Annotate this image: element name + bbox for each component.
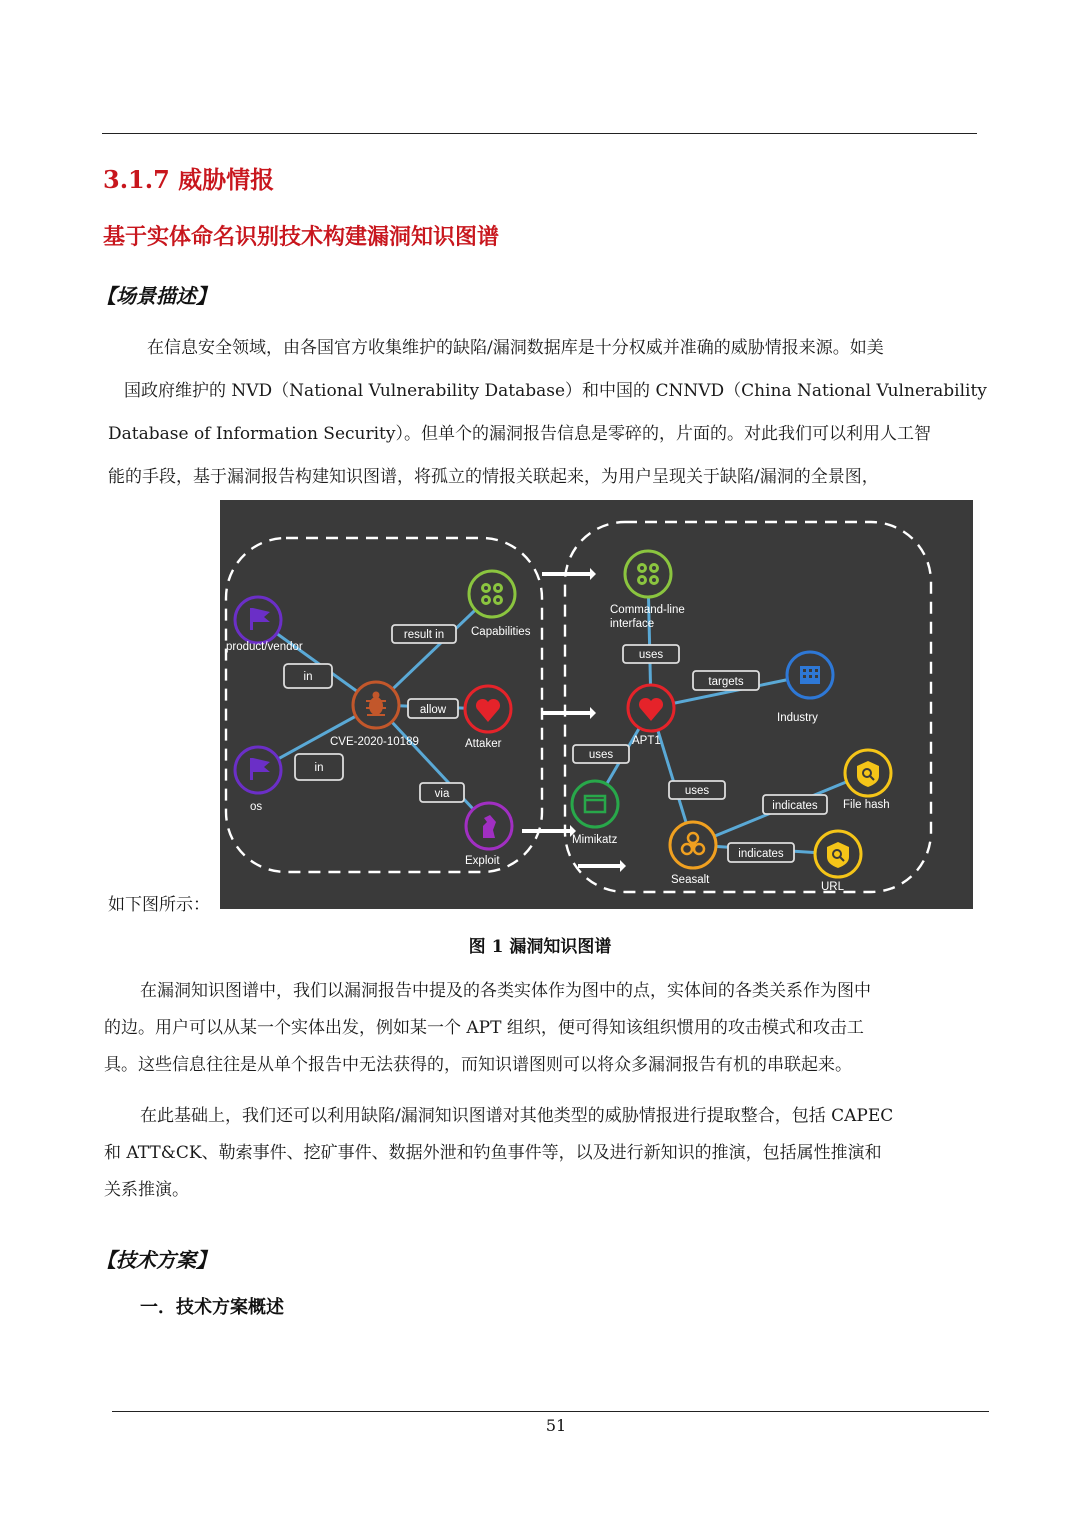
paragraph-line: 具。这些信息往往是从单个报告中无法获得的，而知识谱图则可以将众多漏洞报告有机的串联起来。 — [104, 1055, 852, 1075]
footer-rule — [112, 1411, 989, 1412]
edge-label-in: in — [303, 671, 313, 683]
building-icon — [800, 666, 820, 684]
edge-label-indicates: indicates — [772, 800, 818, 812]
node-apt1 — [628, 685, 674, 747]
edge-label-uses: uses — [684, 785, 710, 797]
knowledge-graph-figure — [220, 500, 973, 909]
figure-caption: 图 1 漏洞知识图谱 — [468, 937, 612, 957]
section-subtitle: 基于实体命名识别技术构建漏洞知识图谱 — [103, 224, 500, 250]
node-command-line-interface — [610, 551, 685, 630]
node-product-vendor — [226, 597, 303, 653]
svg-text:Seasalt: Seasalt — [671, 874, 710, 886]
node-label-cli-2: interface — [610, 618, 655, 630]
scene-line: 在信息安全领域，由各国官方收集维护的缺陷/漏洞数据库是十分权威并准确的威胁情报来源。如美 — [147, 338, 884, 358]
scene-line: 国政府维护的 NVD（National Vulnerability Database）和中国的 CNNVD（China National Vulnerability — [124, 381, 987, 401]
paragraph-line: 在此基础上，我们还可以利用缺陷/漏洞知识图谱对其他类型的威胁情报进行提取整合，包括 CAPEC — [140, 1106, 894, 1126]
node-file-hash — [843, 750, 891, 811]
svg-text:Industry: Industry — [777, 712, 818, 724]
tech-item-heading: 一．技术方案概述 — [140, 1297, 284, 1318]
page-number: 51 — [545, 1416, 567, 1435]
svg-text:Exploit: Exploit — [465, 855, 500, 867]
svg-text:APT1: APT1 — [632, 735, 661, 747]
node-seasalt — [670, 822, 716, 886]
node-label-cli: Command-line — [610, 604, 685, 616]
paragraph-line: 和 ATT&CK、勒索事件、挖矿事件、数据外泄和钓鱼事件等，以及进行新知识的推演，包括属性推演和 — [104, 1143, 882, 1163]
svg-text:Mimikatz: Mimikatz — [572, 834, 618, 846]
node-os — [235, 747, 281, 813]
paragraph-line: 的边。用户可以从某一个实体出发，例如某一个 APT 组织，便可得知该组织惯用的攻击模式和攻击工 — [104, 1018, 864, 1038]
edge-label-allow: allow — [419, 704, 447, 716]
node-mimikatz — [572, 781, 618, 846]
section-heading: 3.1.7 威胁情报 — [103, 165, 275, 194]
node-url — [815, 831, 861, 893]
node-exploit — [465, 803, 512, 867]
edge-label-result-in: result in — [403, 629, 445, 641]
node-capabilities — [469, 571, 531, 638]
header-rule — [102, 133, 977, 134]
node-cve — [330, 682, 419, 748]
knowledge-graph-svg — [220, 500, 973, 909]
scene-trailing-text: 如下图所示： — [108, 895, 210, 915]
node-industry — [777, 652, 833, 724]
edge-label-in: in — [314, 762, 324, 774]
paragraph-line: 关系推演。 — [104, 1180, 189, 1200]
edge-label-via: via — [434, 788, 450, 800]
edge-label-uses: uses — [638, 649, 664, 661]
scene-line: 能的手段，基于漏洞报告构建知识图谱，将孤立的情报关联起来，为用户呈现关于缺陷/漏洞的全景图， — [108, 467, 879, 487]
svg-text:Capabilities: Capabilities — [471, 626, 531, 638]
edge-label-targets: targets — [708, 676, 744, 688]
edge-label-indicates: indicates — [738, 848, 784, 860]
svg-text:File hash: File hash — [843, 799, 890, 811]
svg-text:URL: URL — [821, 881, 845, 893]
svg-text:Attaker: Attaker — [465, 738, 502, 750]
svg-text:os: os — [250, 801, 263, 813]
paragraph-line: 在漏洞知识图谱中，我们以漏洞报告中提及的各类实体作为图中的点，实体间的各类关系作为图中 — [140, 981, 871, 1001]
svg-text:product/vendor: product/vendor — [226, 641, 303, 653]
svg-text:CVE-2020-10189: CVE-2020-10189 — [330, 736, 419, 748]
edge-label-uses: uses — [588, 749, 614, 761]
tech-heading: 【技术方案】 — [96, 1248, 216, 1272]
node-attacker — [465, 686, 511, 750]
scene-line: Database of Information Security）。但单个的漏洞报告信息是零碎的，片面的。对此我们可以利用人工智 — [108, 424, 931, 444]
right-group-boundary — [565, 522, 931, 892]
scene-heading: 【场景描述】 — [96, 284, 216, 308]
